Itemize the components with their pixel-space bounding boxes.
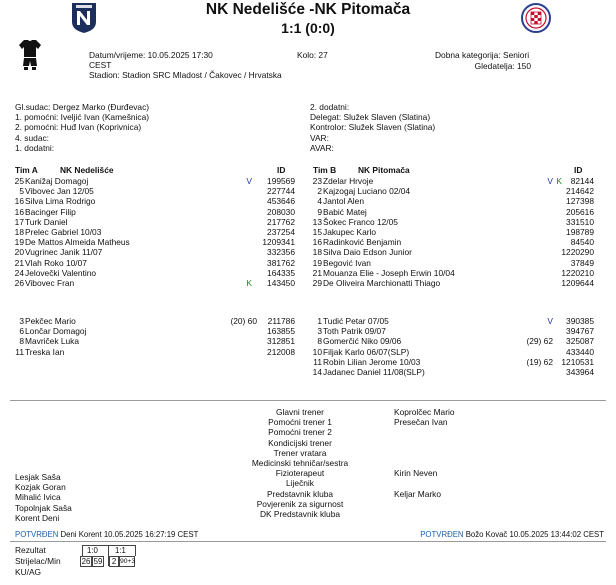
spectators-label: Gledatelja: <box>474 61 515 71</box>
player-number: 24 <box>14 267 24 278</box>
score-cell-2: 1:1 <box>115 546 126 555</box>
player-name: Jantol Alen <box>323 196 364 207</box>
officials-right <box>310 102 435 153</box>
player-id: 208030 <box>267 206 295 217</box>
player-number: 6 <box>19 326 24 337</box>
player-id: 1220210 <box>561 267 594 278</box>
player-number: 17 <box>14 216 24 227</box>
player-id: 237254 <box>267 227 295 237</box>
official-line: 2. pomoćni: Huđ Ivan (Koprivnica) <box>15 122 142 133</box>
staff-name: Korent Deni <box>15 512 60 523</box>
staff-name: Kirin Neven <box>394 468 438 479</box>
team-a-staff <box>15 472 72 523</box>
official-line: 1. pomoćni: Iveljić Ivan (Kamešnica) <box>15 112 150 123</box>
player-number: 23 <box>312 176 322 186</box>
player-number: 8 <box>317 336 322 347</box>
player-row <box>10 347 310 357</box>
player-number: 10 <box>312 346 322 357</box>
player-id: 325087 <box>566 336 594 347</box>
player-row <box>10 217 310 227</box>
player-row <box>308 357 608 367</box>
player-row <box>308 227 608 237</box>
player-id: 199569 <box>267 176 295 186</box>
datetime-label: Datum/vrijeme: <box>89 50 146 60</box>
player-id: 212008 <box>267 346 295 357</box>
player-row <box>10 196 310 206</box>
player-row <box>308 247 608 257</box>
player-row <box>308 347 608 357</box>
player-number: 11 <box>15 346 24 357</box>
scorer-box-1: 26 <box>81 557 91 566</box>
team-a-id-header: ID <box>277 165 286 175</box>
official-line: Gl.sudac: Dergez Marko (Đurđevac) <box>15 102 150 112</box>
player-number: 13 <box>312 216 322 227</box>
spectators-value: 150 <box>517 61 531 71</box>
score-cell-1: 1:0 <box>87 546 98 555</box>
player-id: 164335 <box>267 267 295 278</box>
player-id: 381762 <box>267 257 295 268</box>
scorer-box-4: 90+3 <box>120 558 136 565</box>
player-number: 26 <box>14 278 24 288</box>
player-number: 15 <box>312 227 322 237</box>
player-name: Vlah Roko 10/07 <box>25 257 87 268</box>
player-name: Jakupec Karlo <box>323 227 377 237</box>
official-line: 2. dodatni: <box>310 102 350 112</box>
player-number: 16 <box>14 206 24 217</box>
player-number: 18 <box>312 247 322 258</box>
player-name: Bacinger Filip <box>25 206 76 217</box>
player-row <box>308 278 608 288</box>
player-number: 16 <box>312 237 322 248</box>
confirmed-text: Božo Kovač 10.05.2025 13:44:02 CEST <box>465 530 604 539</box>
staff-role: Glavni trener <box>276 407 324 417</box>
player-name: De Mattos Almeida Matheus <box>25 237 130 248</box>
player-name: Prelec Gabriel 10/03 <box>25 227 102 237</box>
player-row <box>308 316 608 326</box>
player-row <box>308 258 608 268</box>
player-number: 8 <box>19 336 24 347</box>
player-row <box>10 186 310 196</box>
player-number: 21 <box>14 257 24 268</box>
player-id: 312851 <box>267 336 295 347</box>
timezone: CEST <box>89 60 112 70</box>
official-line: VAR: <box>310 132 329 143</box>
spectators-row <box>475 61 531 71</box>
player-name: Vibovec Fran <box>25 278 75 288</box>
team-b-name: NK Pitomača <box>358 165 410 175</box>
player-id: 82144 <box>570 176 594 186</box>
player-row <box>10 336 310 346</box>
staff-name: Topolnjak Saša <box>15 502 72 513</box>
round-row <box>297 50 328 60</box>
player-id: 331510 <box>566 216 594 227</box>
team-a-name: NK Nedelišće <box>60 165 114 175</box>
player-number: 5 <box>19 186 24 197</box>
player-number: 3 <box>317 326 322 337</box>
team-b-staff <box>394 407 544 527</box>
player-number: 9 <box>317 206 322 217</box>
player-name: Tudić Petar 07/05 <box>323 316 389 326</box>
player-row <box>308 367 608 377</box>
official-line: AVAR: <box>310 142 334 153</box>
player-name: Gomerčić Niko 09/06 <box>323 336 402 347</box>
staff-role: Medicinski tehničar/sestra <box>251 458 349 469</box>
player-row <box>10 237 310 247</box>
player-id: 214642 <box>566 186 594 197</box>
player-id: 198789 <box>566 227 594 237</box>
player-id: 433440 <box>566 346 594 357</box>
player-id: 1209341 <box>262 237 295 248</box>
player-row <box>308 196 608 206</box>
staff-name: Keljar Marko <box>394 488 442 499</box>
score-frame <box>82 545 136 556</box>
player-row <box>308 207 608 217</box>
confirmed-label: POTVRĐEN <box>420 530 464 539</box>
player-name: Robin Lilian Jerome 10/03 <box>323 356 421 367</box>
team-b-starters <box>308 176 608 296</box>
category-label: Dobna kategorija: <box>435 50 501 60</box>
player-number: 20 <box>14 247 24 258</box>
player-name: Filjak Karlo 06/07(SLP) <box>323 346 410 357</box>
player-name: Mavriček Luka <box>25 336 79 347</box>
player-id: 1209644 <box>561 278 594 288</box>
kuag-label: KU/AG <box>15 567 42 577</box>
staff-name: Koprolčec Mario <box>394 407 455 417</box>
staff-name: Kozjak Goran <box>15 482 66 493</box>
player-row <box>10 258 310 268</box>
player-row <box>308 186 608 196</box>
team-b-id-header: ID <box>574 165 583 175</box>
official-line: Kontrolor: Služek Slaven (Slatina) <box>310 122 436 133</box>
staff-roles <box>230 407 370 519</box>
player-number: 14 <box>312 367 322 377</box>
player-id: 127398 <box>566 196 594 207</box>
card-mark-k: K <box>246 278 252 288</box>
confirmation-left <box>15 530 198 540</box>
staff-name: Presečan Ivan <box>394 417 448 428</box>
player-id: 394767 <box>566 326 594 337</box>
player-number: 11 <box>313 356 322 367</box>
player-name: Pekčec Mario <box>25 316 76 326</box>
summary-divider <box>10 541 606 542</box>
player-number: 19 <box>14 237 24 248</box>
category-row <box>435 50 529 60</box>
datetime-value: 10.05.2025 17:30 <box>147 50 213 60</box>
staff-role: Predstavnik kluba <box>266 488 334 499</box>
section-divider <box>10 400 606 401</box>
player-id: 205616 <box>566 206 594 217</box>
staff-role: Povjerenik za sigurnost <box>256 498 344 509</box>
official-line: 1. dodatni: <box>15 142 55 153</box>
player-row <box>10 278 310 288</box>
player-number: 4 <box>317 196 322 207</box>
player-row <box>308 176 608 186</box>
confirmed-text: Deni Korent 10.05.2025 16:27:19 CEST <box>60 530 199 539</box>
player-row <box>308 336 608 346</box>
player-id: 84540 <box>570 237 594 248</box>
staff-role: Fizioterapeut <box>275 468 325 479</box>
scorer-box-2: 59 <box>93 557 103 566</box>
player-name: Treska Ian <box>25 346 65 357</box>
player-name: Lončar Domagoj <box>25 326 87 337</box>
round-value: 27 <box>318 50 328 60</box>
kit-icon <box>19 39 41 71</box>
player-row <box>10 207 310 217</box>
player-id: 37849 <box>570 257 594 268</box>
player-id: 143450 <box>267 278 295 288</box>
player-id: 1210531 <box>561 356 594 367</box>
officials-left <box>15 102 149 153</box>
card-mark-k: K <box>556 176 562 186</box>
player-row <box>10 247 310 257</box>
stadium-value: Stadion SRC Mladost / Čakovec / Hrvatska <box>122 70 282 80</box>
staff-role: Trener vratara <box>273 447 327 458</box>
player-name: Radinković Benjamin <box>323 237 402 248</box>
player-row <box>10 227 310 237</box>
player-number: 29 <box>312 278 322 288</box>
result-label: Rezultat <box>15 545 46 555</box>
category-value: Seniori <box>502 50 530 60</box>
sub-minute: (29) 62 <box>526 336 553 347</box>
player-name: Vugrinec Janik 11/07 <box>25 247 103 258</box>
official-line: Delegat: Služek Slaven (Slatina) <box>310 112 431 123</box>
player-name: Vibovec Jan 12/05 <box>25 186 94 197</box>
staff-role: Pomoćni trener 2 <box>268 427 332 438</box>
player-number: 1 <box>317 316 322 326</box>
team-a-label: Tim A <box>15 165 38 175</box>
sub-minute: (19) 62 <box>526 356 553 367</box>
player-name: Šokec Franco 12/05 <box>323 216 398 227</box>
captain-mark-v: V <box>547 316 553 326</box>
player-number: 21 <box>312 267 322 278</box>
player-id: 227744 <box>267 186 295 197</box>
team-b-subs <box>308 316 608 386</box>
stadium-label: Stadion: <box>89 70 120 80</box>
player-row <box>10 176 310 186</box>
player-number: 19 <box>312 257 322 268</box>
player-number: 25 <box>14 176 24 186</box>
player-name: Turk Daniel <box>25 216 68 227</box>
captain-mark-v: V <box>246 176 252 186</box>
player-name: Silva Lima Rodrigo <box>25 196 96 207</box>
player-name: Jadanec Daniel 11/08(SLP) <box>323 367 425 377</box>
player-row <box>10 268 310 278</box>
player-name: Zdelar Hrvoje <box>323 176 374 186</box>
player-row <box>308 217 608 227</box>
staff-role: Kondicijski trener <box>268 437 332 448</box>
player-name: Kanižaj Domagoj <box>25 176 89 186</box>
staff-role: Liječnik <box>286 478 314 489</box>
captain-mark-v: V <box>547 176 553 186</box>
player-id: 211786 <box>267 316 295 326</box>
player-name: De Oliveira Marchionatti Thiago <box>323 278 441 288</box>
staff-name: Mihalić Ivica <box>15 492 61 503</box>
confirmed-label: POTVRĐEN <box>15 530 59 539</box>
match-score: 1:1 (0:0) <box>281 20 335 36</box>
player-row <box>10 326 310 336</box>
staff-role: Pomoćni trener 1 <box>268 417 332 428</box>
player-id: 217762 <box>267 216 295 227</box>
match-title: NK Nedelišće -NK Pitomača <box>205 1 411 18</box>
datetime-row <box>89 50 213 60</box>
team-a-starters <box>10 176 310 296</box>
player-name: Silva Daio Edson Junior <box>323 247 412 258</box>
stadium-row <box>89 70 282 80</box>
team-b-label: Tim B <box>313 165 337 175</box>
player-name: Jelovečki Valentino <box>25 267 97 278</box>
official-line: 4. sudac: <box>15 132 49 143</box>
round-label: Kolo: <box>297 50 317 60</box>
scorer-box-3: 2 <box>109 556 119 567</box>
sub-minute: (20) 60 <box>230 316 257 326</box>
player-id: 163855 <box>267 326 295 337</box>
shots-label: Strijelac/Min <box>15 556 61 566</box>
player-name: Toth Patrik 09/07 <box>323 326 386 337</box>
confirmation-right <box>420 530 604 540</box>
player-row <box>308 237 608 247</box>
staff-role: DK Predstavnik kluba <box>259 509 341 520</box>
player-name: Mouanza Elie - Joseph Erwin 10/04 <box>323 267 455 278</box>
player-id: 390385 <box>566 316 594 326</box>
player-name: Kajzogaj Luciano 02/04 <box>323 186 411 197</box>
player-row <box>308 268 608 278</box>
player-id: 453646 <box>267 196 295 207</box>
player-name: Begović Ivan <box>323 257 371 268</box>
player-id: 1220290 <box>561 247 594 258</box>
player-number: 2 <box>317 186 322 197</box>
team-a-subs <box>10 316 310 376</box>
player-row <box>308 326 608 336</box>
player-id: 343964 <box>566 367 594 377</box>
staff-name: Lesjak Saša <box>15 472 61 482</box>
player-number: 16 <box>14 196 24 207</box>
player-number: 3 <box>19 316 24 326</box>
player-name: Babić Matej <box>323 206 367 217</box>
player-id: 332356 <box>267 247 295 258</box>
player-row <box>10 316 310 326</box>
player-number: 18 <box>14 227 24 237</box>
